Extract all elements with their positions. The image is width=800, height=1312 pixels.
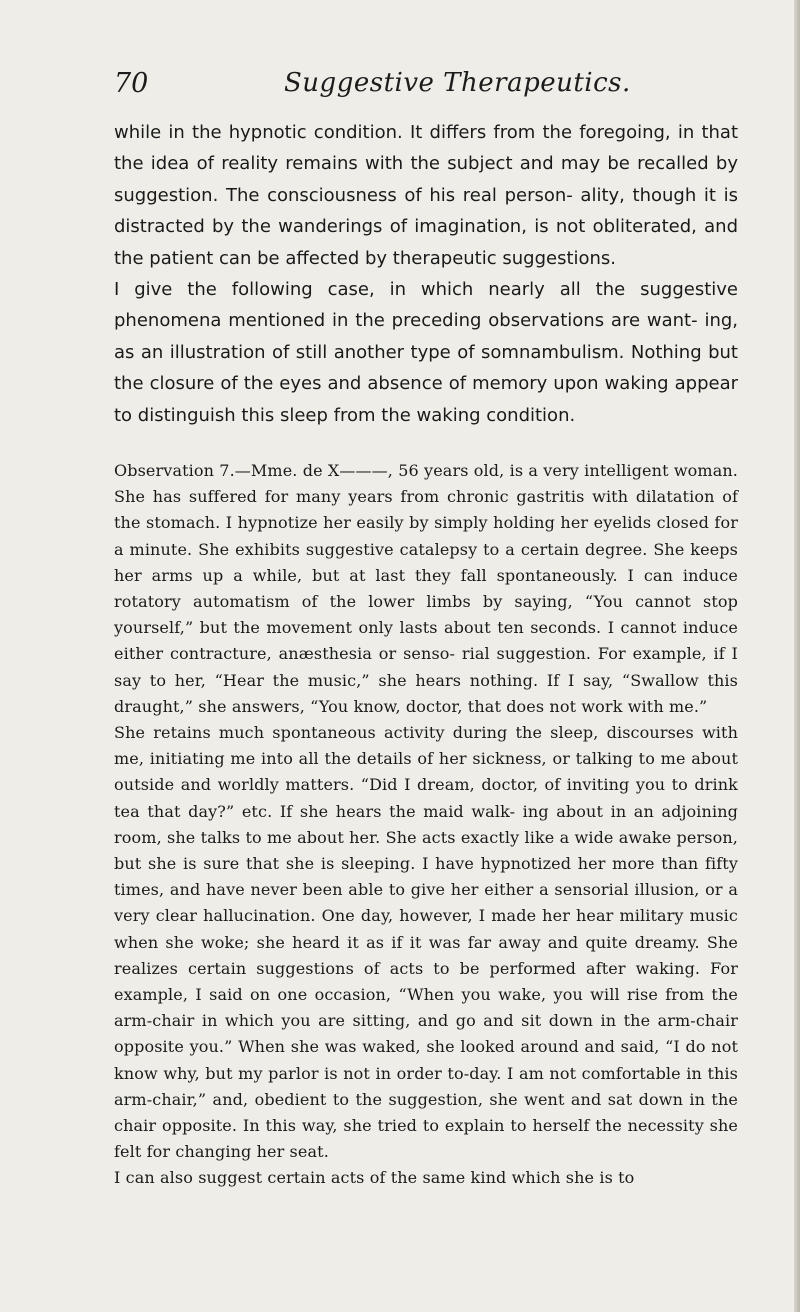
- paragraph-3: Observation 7.—Mme. de X———, 56 years old, is a very intelligent woman. She has suffered for many years from chronic gastritis with dilatation of the stomach. I hypnotize her easily by simply holding her eyelids closed for a minute. She exhibits suggestive catalepsy to a certain degree. She keeps her arms up a while, but at last they fall spontaneously. I can induce rotatory automatism of the lower limbs by saying, “You cannot stop yourself,” but the movement only lasts about ten seconds. I cannot induce either contracture, anæsthesia or senso- rial suggestion. For example, if I say to her, “Hear the music,” she hears nothing. If I say, “Swallow this draught,” she answers, “You know, doctor, that does not work with me.”: [114, 461, 738, 716]
- page-edge: [794, 0, 800, 1312]
- page-number: 70: [114, 68, 149, 99]
- page-header: [114, 68, 734, 108]
- body-text-small: [114, 458, 738, 1192]
- paragraph-2: I give the following case, in which nearly all the suggestive phenomena mentioned in the preceding observations are want- ing, as an illustration of still another type of somnambulism. Nothing but the closure of the eyes and absence of memory upon waking appear to distinguish this sleep from the waking condition.: [114, 279, 738, 426]
- running-title: Suggestive Therapeutics.: [284, 68, 631, 98]
- body-text-large: [114, 117, 738, 431]
- paragraph-5: I can also suggest certain acts of the same kind which she is to: [114, 1168, 635, 1188]
- paragraph-1: while in the hypnotic condition. It differs from the foregoing, in that the idea of reality remains with the subject and may be recalled by suggestion. The consciousness of his real person- ality, though it is distracted by the wanderings of imagination, is not obliterated, and the patient can be affected by therapeutic suggestions.: [114, 122, 738, 269]
- paragraph-4: She retains much spontaneous activity during the sleep, discourses with me, initiating me into all the details of her sickness, or talking to me about outside and worldly matters. “Did I dream, doctor, of inviting you to drink tea that day?” etc. If she hears the maid walk- ing about in an adjoining room, she talks to me about her. She acts exactly like a wide awake person, but she is sure that she is sleeping. I have hypnotized her more than fifty times, and have never been able to give her either a sensorial illusion, or a very clear hallucination. One day, however, I made her hear military music when she woke; she heard it as if it was far away and quite dreamy. She realizes certain suggestions of acts to be performed after waking. For example, I said on one occasion, “When you wake, you will rise from the arm-chair in which you are sitting, and go and sit down in the arm-chair opposite you.” When she was waked, she looked around and said, “I do not know why, but my parlor is not in order to-day. I am not comfortable in this arm-chair,” and, obedient to the suggestion, she went and sat down in the chair opposite. In this way, she tried to explain to herself the necessity she felt for changing her seat.: [114, 723, 738, 1162]
